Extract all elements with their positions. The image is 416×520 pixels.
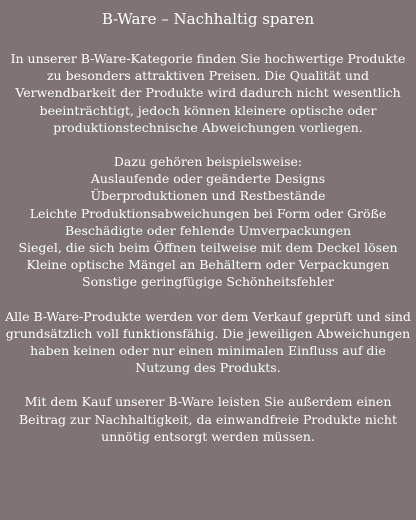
list-item: Kleine optische Mängel an Behältern oder Verpackungen: [26, 257, 390, 273]
list-item: Beschädigte oder fehlende Umverpackungen: [64, 222, 352, 238]
list-item: Siegel, die sich beim Öffnen teilweise mit dem Deckel lösen: [18, 240, 398, 256]
list-item: Sonstige geringfügige Schönheitsfehler: [82, 274, 334, 290]
list-item: Leichte Produktionsabweichungen bei Form oder Größe: [29, 205, 387, 221]
page-title: B-Ware – Nachhaltig sparen: [101, 10, 315, 28]
list-item: Auslaufende oder geänderte Designs: [90, 171, 326, 187]
intro-paragraph: In unserer B-Ware-Kategorie finden Sie hochwertige Produkte zu besonders attraktiven Preisen. Die Qualität und Verwendbarkeit der Produkte wird dadurch nicht wesentlich beeinträchtigt, jedoch können kleinere optische oder produktionstechnische Abweichungen vorliegen.: [10, 51, 406, 135]
deviation-list: [2, 170, 414, 290]
sustainability-paragraph: Mit dem Kauf unserer B-Ware leisten Sie außerdem einen Beitrag zur Nachhaltigkeit, da einwandfreie Produkte nicht unnötig entsorgt werden müssen.: [19, 394, 397, 444]
list-intro: Dazu gehören beispielsweise:: [113, 154, 303, 170]
quality-paragraph: Alle B-Ware-Produkte werden vor dem Verkauf geprüft und sind grundsätzlich voll funktionsfähig. Die jeweiligen Abweichungen haben keinen oder nur einen minimalen Einfluss auf die Nutzung des Produkts.: [5, 308, 411, 376]
list-item: Überproduktionen und Restbestände: [90, 188, 326, 204]
